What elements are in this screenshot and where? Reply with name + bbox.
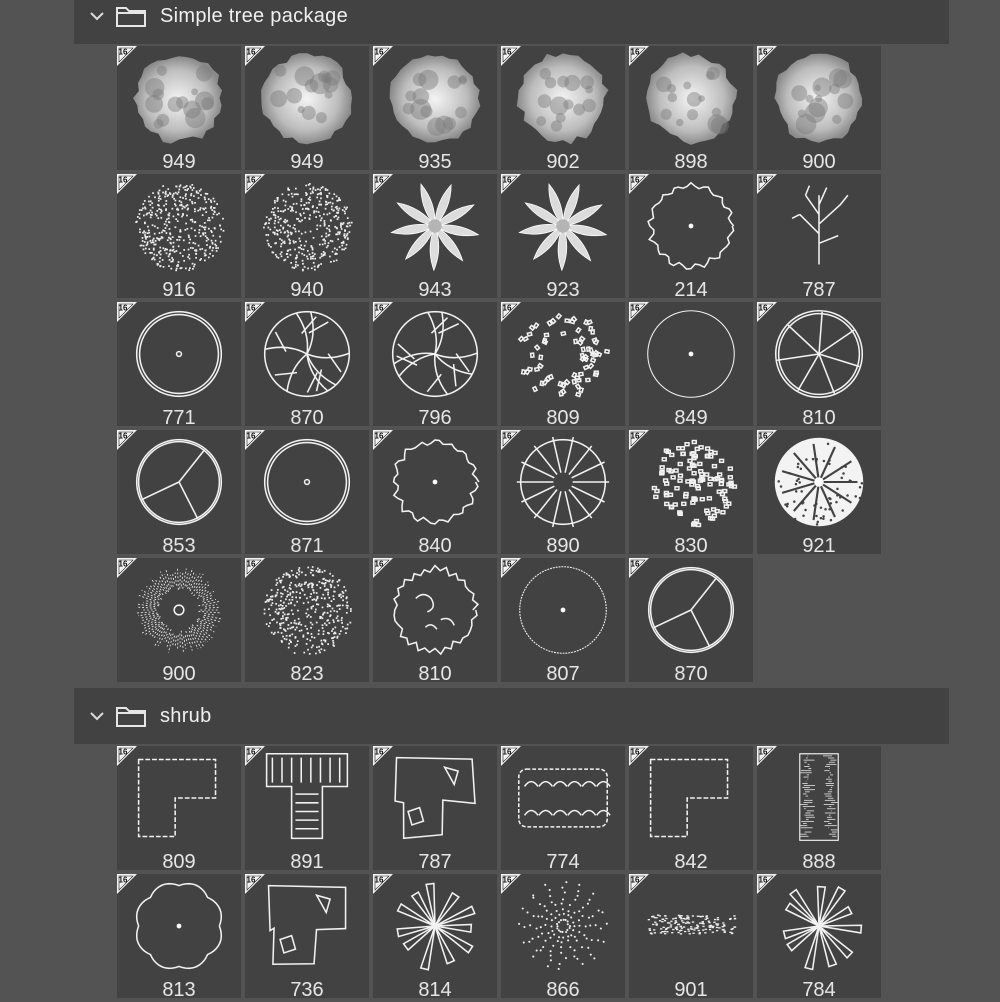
double-circle-icon [257,432,357,532]
badge-label: 16 [119,560,128,569]
brush-size-label: 900 [117,663,241,686]
star-shrub-icon [385,876,485,976]
brush-size-label: 771 [117,407,241,430]
cloud-hedge-icon [513,748,613,848]
brush-size-label: 943 [373,279,497,302]
badge-label: 16 [631,304,640,313]
brush-preset[interactable] [373,874,497,998]
badge-label: 16 [119,48,128,57]
brush-preset[interactable] [373,174,497,298]
thin-ring-icon [641,304,741,404]
brush-preset[interactable] [501,302,625,426]
badge-label: 16 [247,304,256,313]
brush-size-label: 814 [373,979,497,1002]
brush-preset[interactable] [629,302,753,426]
photo-tree-icon [385,48,485,148]
dotted-canopy-icon [257,560,357,660]
photo-tree-icon [769,48,869,148]
brush-preset[interactable] [629,46,753,170]
badge-label: 16 [503,876,512,885]
t-shape-hedge-icon [257,748,357,848]
brush-size-label: 840 [373,535,497,558]
brush-size-label: 736 [245,979,369,1002]
brush-preset[interactable] [117,430,241,554]
brush-size-label: 830 [629,535,753,558]
badge-label: 16 [247,432,256,441]
brush-preset[interactable] [373,558,497,682]
brush-preset[interactable] [117,46,241,170]
badge-label: 16 [375,876,384,885]
brush-preset[interactable] [757,174,881,298]
strip-hedge-icon [641,876,741,976]
brush-size-label: 940 [245,279,369,302]
brush-preset[interactable] [629,558,753,682]
badge-label: 16 [247,748,256,757]
badge-label: 16 [503,48,512,57]
badge-label: 16 [247,876,256,885]
brush-preset[interactable] [373,746,497,870]
badge-label: 16 [119,432,128,441]
brush-preset[interactable] [757,746,881,870]
dashed-ring-icon [129,560,229,660]
badge-label: 16 [759,304,768,313]
brush-preset[interactable] [373,302,497,426]
badge-label: 16 [759,176,768,185]
brush-size-label: 890 [501,535,625,558]
badge-label: 16 [247,176,256,185]
badge-label: 16 [375,748,384,757]
l-shape-hedge-icon [641,748,741,848]
brush-size-label: 810 [757,407,881,430]
brush-size-label: 809 [501,407,625,430]
brush-size-label: 935 [373,151,497,174]
l-shape-hedge-icon [129,748,229,848]
group-header-simple-tree[interactable] [74,0,949,44]
brush-size-label: 807 [501,663,625,686]
badge-label: 16 [503,560,512,569]
brush-preset[interactable] [117,874,241,998]
brush-size-label: 923 [501,279,625,302]
wavy-ring-icon [385,432,485,532]
folder-icon [116,705,146,727]
chevron-down-icon[interactable] [88,7,106,25]
brush-size-label: 853 [117,535,241,558]
brush-size-label: 810 [373,663,497,686]
photo-tree-icon [641,48,741,148]
brush-preset[interactable] [245,874,369,998]
group-header-shrub[interactable] [74,688,949,744]
double-circle-icon [129,304,229,404]
badge-label: 16 [247,560,256,569]
brush-size-label: 214 [629,279,753,302]
dotted-canopy-icon [129,176,229,276]
canopy-star-icon [769,432,869,532]
brush-size-label: 823 [245,663,369,686]
photo-tree-icon [257,48,357,148]
scatter-ring-icon [513,304,613,404]
badge-label: 16 [503,432,512,441]
folder-icon [116,5,146,27]
brush-preset[interactable] [501,46,625,170]
brush-size-label: 902 [501,151,625,174]
badge-label: 16 [631,876,640,885]
badge-label: 16 [375,176,384,185]
brush-preset[interactable] [373,430,497,554]
brush-preset[interactable] [629,174,753,298]
brush-preset[interactable] [629,746,753,870]
brush-preset[interactable] [501,558,625,682]
badge-label: 16 [375,48,384,57]
photo-tree-icon [129,48,229,148]
group-title: Simple tree package [160,5,348,28]
branch-icon [769,176,869,276]
leaf-cluster-icon [641,432,741,532]
photo-tree-icon [513,48,613,148]
badge-label: 16 [631,560,640,569]
badge-label: 16 [759,748,768,757]
brush-preset[interactable] [629,430,753,554]
brush-preset[interactable] [245,558,369,682]
palm-icon [513,176,613,276]
brush-size-label: 849 [629,407,753,430]
brush-size-label: 949 [117,151,241,174]
brush-size-label: 787 [757,279,881,302]
badge-label: 16 [375,432,384,441]
radial-lines-icon [513,432,613,532]
wavy-ring-icon [641,176,741,276]
brush-size-label: 870 [629,663,753,686]
brush-size-label: 898 [629,151,753,174]
brush-size-label: 796 [373,407,497,430]
badge-label: 16 [631,48,640,57]
badge-label: 16 [759,876,768,885]
palm-icon [385,176,485,276]
brush-size-label: 900 [757,151,881,174]
brush-preset[interactable] [757,46,881,170]
badge-label: 16 [119,304,128,313]
chevron-down-icon[interactable] [88,707,106,725]
brush-size-label: 842 [629,851,753,874]
badge-label: 16 [759,432,768,441]
brush-size-label: 916 [117,279,241,302]
brush-size-label: 787 [373,851,497,874]
brush-preset[interactable] [373,46,497,170]
rough-hedge-icon [385,748,485,848]
veined-circle-icon [385,304,485,404]
three-spoke-circle-icon [129,432,229,532]
spoked-circle-icon [769,304,869,404]
brush-preset[interactable] [501,874,625,998]
badge-label: 16 [503,176,512,185]
group-title: shrub [160,705,212,728]
radial-dots-icon [513,876,613,976]
bristle-hedge-icon [769,748,869,848]
thin-ring-icon [513,560,613,660]
badge-label: 16 [247,48,256,57]
brush-preset[interactable] [245,302,369,426]
badge-label: 16 [119,876,128,885]
brush-preset[interactable] [501,746,625,870]
brush-preset[interactable] [245,46,369,170]
brush-size-label: 866 [501,979,625,1002]
brush-preset[interactable] [245,174,369,298]
brush-preset[interactable] [757,430,881,554]
brush-size-label: 870 [245,407,369,430]
brush-size-label: 784 [757,979,881,1002]
brush-preset[interactable] [629,874,753,998]
badge-label: 16 [375,560,384,569]
brush-size-label: 891 [245,851,369,874]
brush-preset[interactable] [245,430,369,554]
brush-size-label: 871 [245,535,369,558]
badge-label: 16 [503,304,512,313]
brush-size-label: 921 [757,535,881,558]
badge-label: 16 [375,304,384,313]
scalloped-circle-icon [129,876,229,976]
brush-preset[interactable] [117,302,241,426]
badge-label: 16 [759,48,768,57]
brush-preset[interactable] [757,874,881,998]
brush-preset[interactable] [501,430,625,554]
rough-hedge-icon [257,876,357,976]
brush-size-label: 901 [629,979,753,1002]
veined-circle-icon [257,304,357,404]
badge-label: 16 [631,176,640,185]
brush-preset[interactable] [117,746,241,870]
badge-label: 16 [503,748,512,757]
badge-label: 16 [119,748,128,757]
dotted-canopy-icon [257,176,357,276]
brush-preset[interactable] [117,558,241,682]
brush-size-label: 813 [117,979,241,1002]
brush-preset[interactable] [501,174,625,298]
brush-size-label: 949 [245,151,369,174]
brush-size-label: 774 [501,851,625,874]
brush-preset[interactable] [117,174,241,298]
brush-size-label: 888 [757,851,881,874]
badge-label: 16 [631,748,640,757]
brush-preset[interactable] [245,746,369,870]
brush-preset[interactable] [757,302,881,426]
three-spoke-circle-icon [641,560,741,660]
cloud-outline-icon [385,560,485,660]
brush-size-label: 809 [117,851,241,874]
badge-label: 16 [631,432,640,441]
star-shrub-icon [769,876,869,976]
badge-label: 16 [119,176,128,185]
